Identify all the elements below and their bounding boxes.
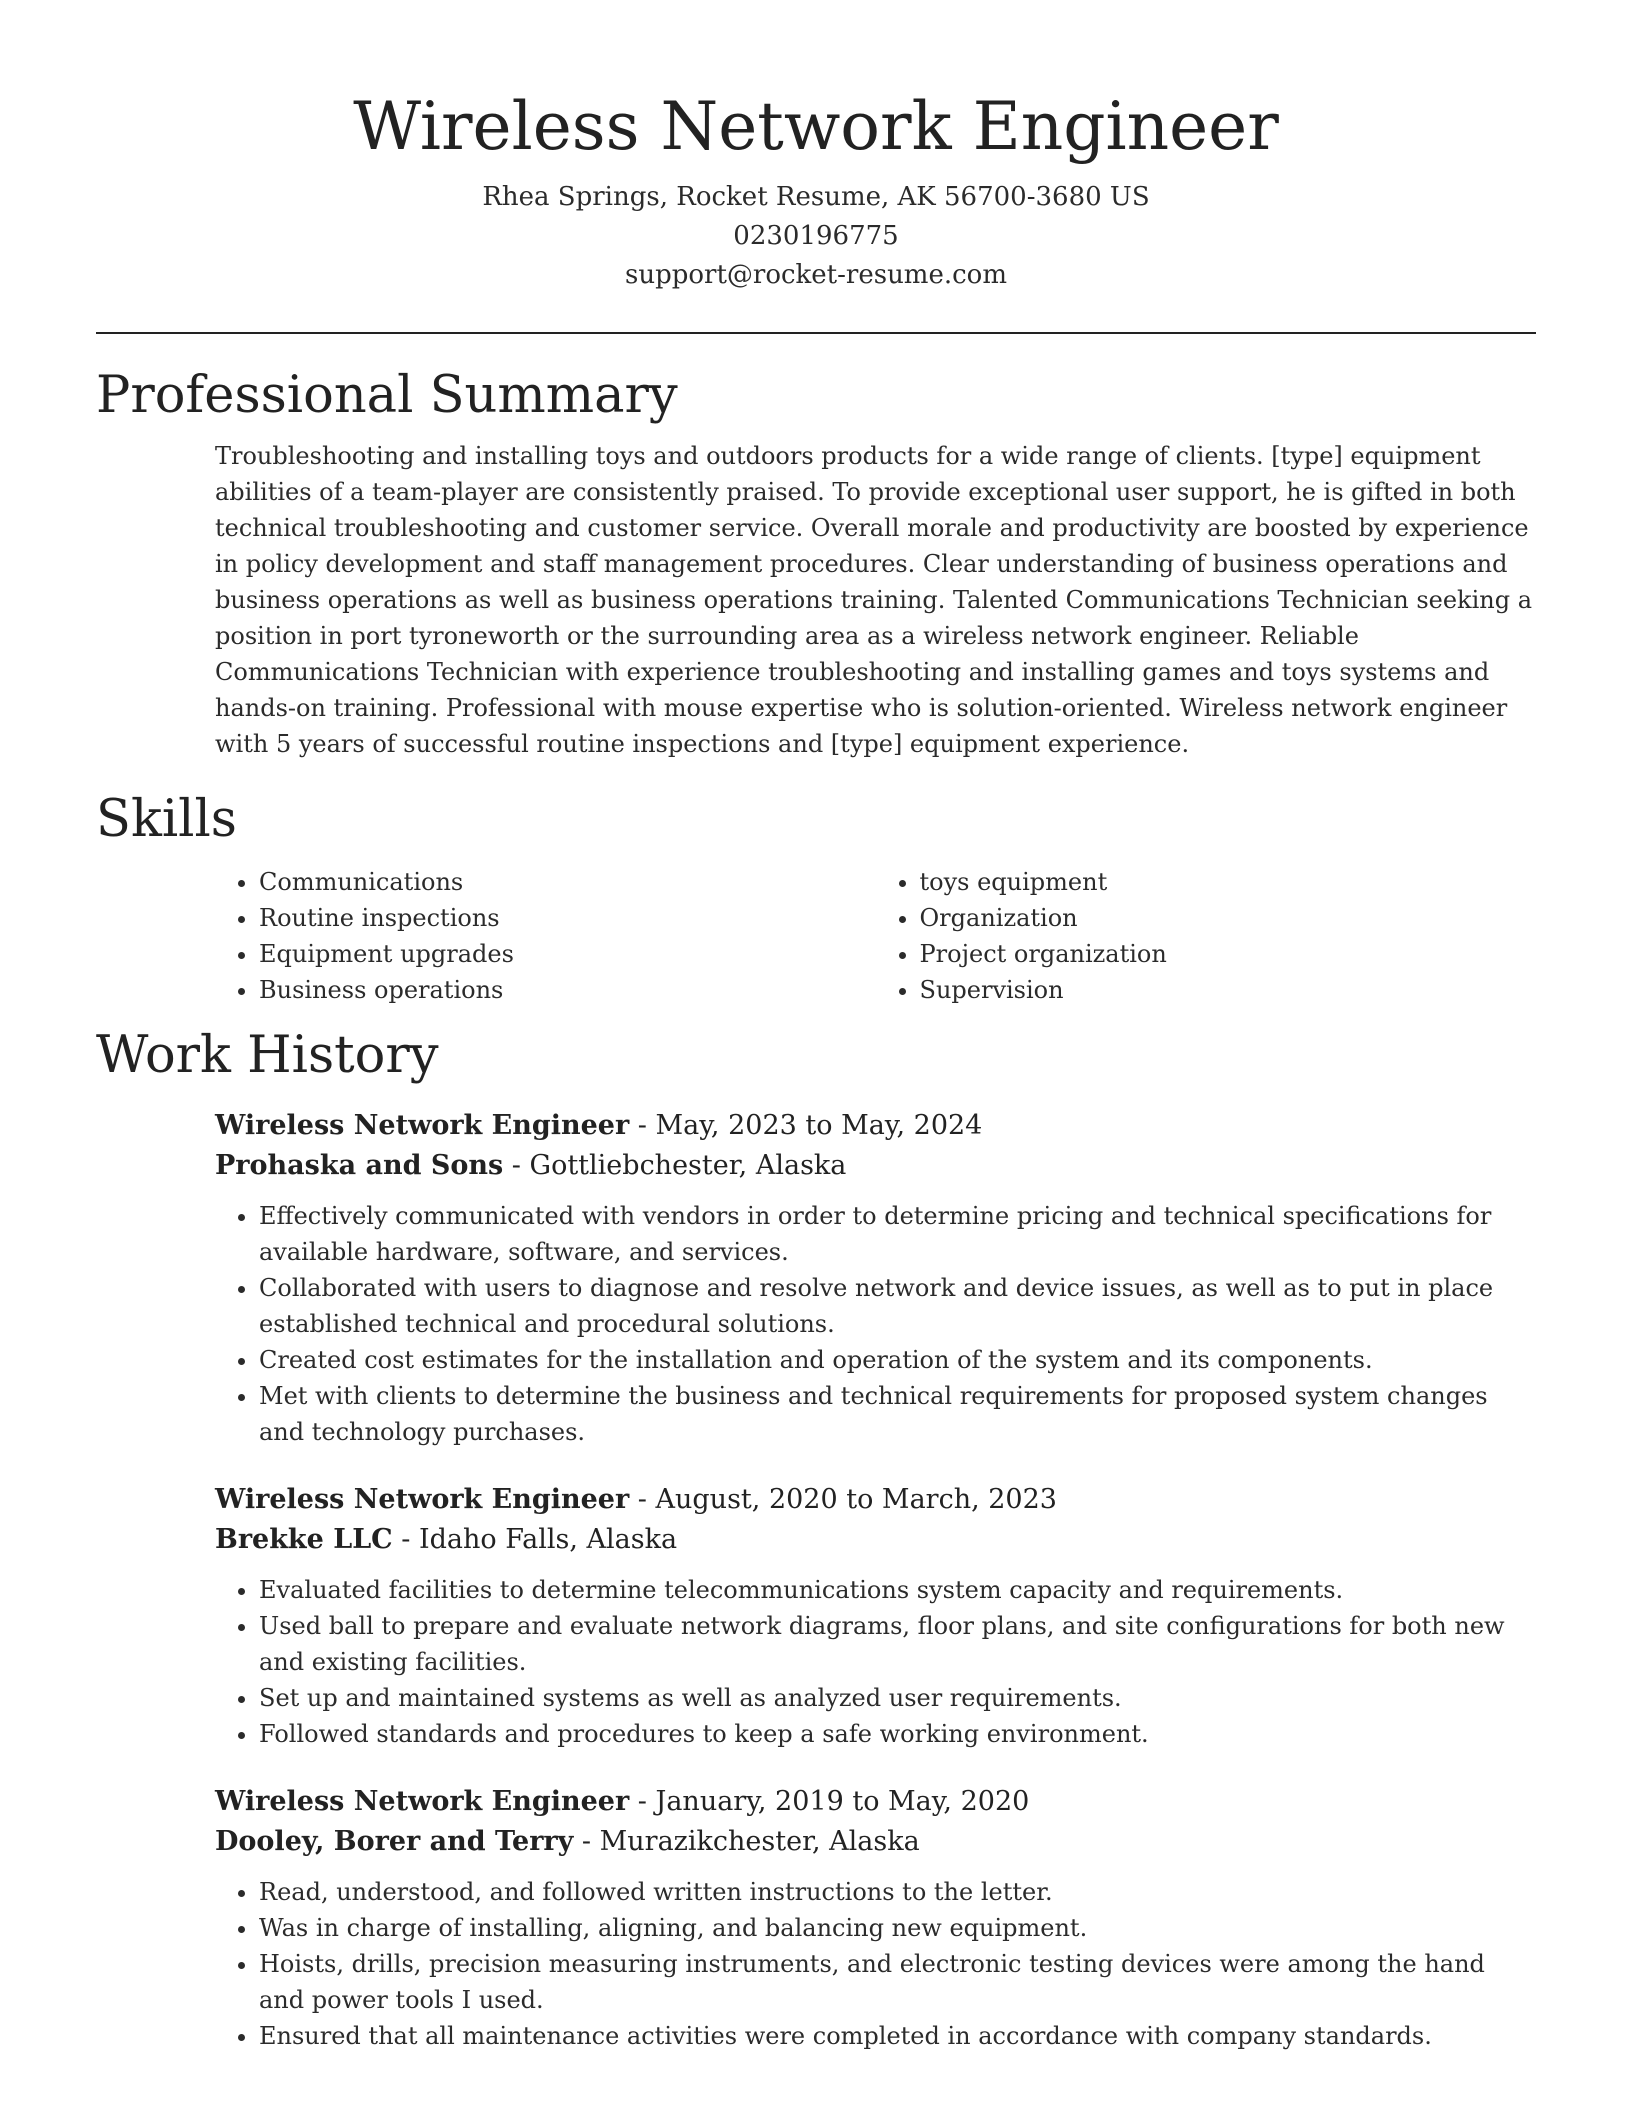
skill-item: • Communications — [259, 864, 876, 900]
job-role: Wireless Network Engineer — [215, 1484, 630, 1515]
job-company: Brekke LLC — [215, 1524, 393, 1555]
job-role-line — [215, 1106, 1536, 1146]
skills-grid — [215, 864, 1536, 1008]
job-bullet: • Was in charge of installing, aligning, and balancing new equipment. — [259, 1910, 1536, 1946]
job-location: - Murazikchester, Alaska — [573, 1826, 920, 1857]
job-bullet: • Met with clients to determine the business and technical requirements for proposed system changes and technology purchases. — [259, 1378, 1536, 1450]
job-bullets — [215, 1572, 1536, 1752]
contact-phone: 0230196775 — [733, 221, 899, 251]
skill-item: • Organization — [920, 900, 1537, 936]
skill-item: • Project organization — [920, 936, 1537, 972]
work-history-section — [96, 1106, 1536, 2054]
skill-item: • Business operations — [259, 972, 876, 1008]
job-company: Prohaska and Sons — [215, 1150, 504, 1181]
resume-title: Wireless Network Engineer — [353, 88, 1279, 165]
job-bullet: • Ensured that all maintenance activities were completed in accordance with company standards. — [259, 2018, 1536, 2054]
job-entry — [215, 1782, 1536, 2054]
job-bullet: • Hoists, drills, precision measuring instruments, and electronic testing devices were among the hand and power tools I used. — [259, 1946, 1536, 2018]
job-location: - Gottliebchester, Alaska — [503, 1150, 847, 1181]
job-role-line — [215, 1782, 1536, 1822]
job-company-line — [215, 1146, 1536, 1186]
job-bullet: • Used ball to prepare and evaluate network diagrams, floor plans, and site configurations for both new and existing facilities. — [259, 1608, 1536, 1680]
summary-section — [96, 438, 1536, 762]
summary-text: Troubleshooting and installing toys and outdoors products for a wide range of clients. [type] equipment abilities of a team-player are consistently praised. To provide exceptional user support, he is gifted in both technical troubleshooting and customer service. Overall morale and productivity are boosted by experience in policy development and staff management procedures. Clear understanding of business operations and business operations as well as business operations training. Talented Communications Technician seeking a position in port tyroneworth or the surrounding area as a wireless network engineer. Reliable Communications Technician with experience troubleshooting and installing games and toys systems and hands-on training. Professional with mouse expertise who is solution-oriented. Wireless network engineer with 5 years of successful routine inspections and [type] equipment experience. — [215, 442, 1533, 758]
skills-section — [96, 864, 1536, 1008]
job-role-line — [215, 1480, 1536, 1520]
job-role: Wireless Network Engineer — [215, 1786, 630, 1817]
job-bullet: • Created cost estimates for the installation and operation of the system and its components. — [259, 1342, 1536, 1378]
job-bullets — [215, 1874, 1536, 2054]
job-bullet: • Effectively communicated with vendors in order to determine pricing and technical specifications for available hardware, software, and services. — [259, 1198, 1536, 1270]
skills-heading: Skills — [96, 790, 237, 849]
job-location: - Idaho Falls, Alaska — [392, 1524, 678, 1555]
job-entry — [215, 1106, 1536, 1450]
job-bullet: • Followed standards and procedures to keep a safe working environment. — [259, 1716, 1536, 1752]
job-bullets — [215, 1198, 1536, 1450]
job-dates: - August, 2020 to March, 2023 — [629, 1484, 1057, 1515]
work-history-heading: Work History — [96, 1026, 439, 1085]
job-bullet: • Set up and maintained systems as well as analyzed user requirements. — [259, 1680, 1536, 1716]
contact-address: Rhea Springs, Rocket Resume, AK 56700-3680 US — [482, 182, 1150, 212]
skill-item: • Supervision — [920, 972, 1537, 1008]
header-divider — [96, 332, 1536, 334]
job-bullet: • Read, understood, and followed written instructions to the letter. — [259, 1874, 1536, 1910]
job-role: Wireless Network Engineer — [215, 1110, 630, 1141]
skills-list-left — [215, 864, 876, 1008]
job-bullet: • Collaborated with users to diagnose and resolve network and device issues, as well as to put in place established technical and procedural solutions. — [259, 1270, 1536, 1342]
summary-heading: Professional Summary — [96, 366, 678, 425]
job-company: Dooley, Borer and Terry — [215, 1826, 574, 1857]
resume-header — [96, 0, 1536, 295]
job-company-line — [215, 1822, 1536, 1862]
contact-email: support@rocket-resume.com — [624, 260, 1007, 290]
skill-item: • Routine inspections — [259, 900, 876, 936]
skills-list-right — [876, 864, 1537, 1008]
skill-item: • toys equipment — [920, 864, 1537, 900]
job-dates: - May, 2023 to May, 2024 — [629, 1110, 983, 1141]
job-company-line — [215, 1520, 1536, 1560]
job-dates: - January, 2019 to May, 2020 — [629, 1786, 1030, 1817]
job-entry — [215, 1480, 1536, 1752]
skill-item: • Equipment upgrades — [259, 936, 876, 972]
job-bullet: • Evaluated facilities to determine telecommunications system capacity and requirements. — [259, 1572, 1536, 1608]
